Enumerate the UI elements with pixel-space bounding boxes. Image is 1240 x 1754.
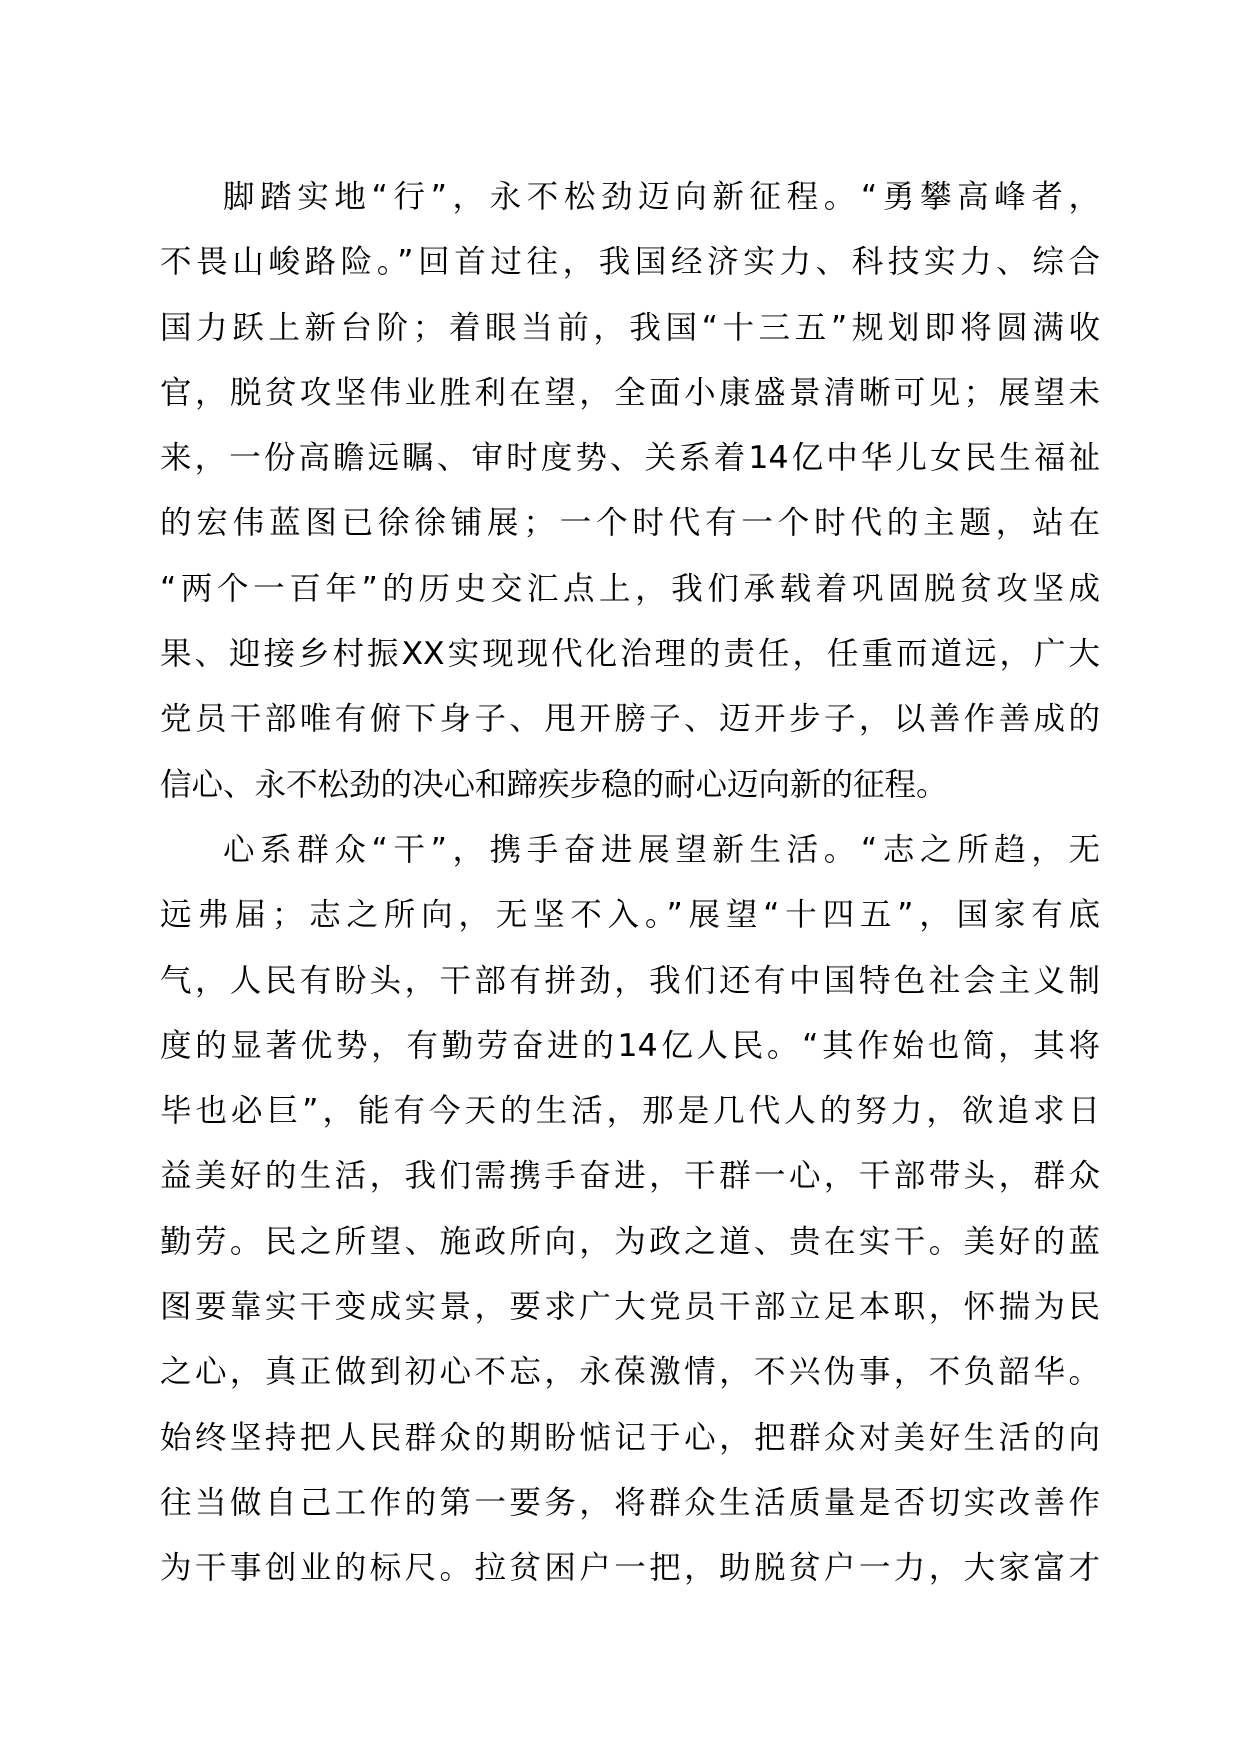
- body-text: [160, 165, 1100, 1602]
- text-line: 毕也必巨”，能有今天的生活，那是几代人的努力，欲追求日: [160, 1093, 1100, 1130]
- text-line: 信心、永不松劲的决心和蹄疾步稳的耐心迈向新的征程。: [160, 766, 948, 803]
- text-line: 气，人民有盼头，干部有拼劲，我们还有中国特色社会主义制: [160, 962, 1100, 999]
- text-line: 勤劳。民之所望、施政所向，为政之道、贵在实干。美好的蓝: [160, 1223, 1100, 1260]
- text-line: 图要靠实干变成实景，要求广大党员干部立足本职，怀揣为民: [160, 1289, 1100, 1326]
- paragraph-2: [160, 818, 1100, 1602]
- text-line: 果、迎接乡村振XX实现现代化治理的责任，任重而道远，广大: [160, 636, 1100, 673]
- text-line: 不畏山峻路险。”回首过往，我国经济实力、科技实力、综合: [160, 244, 1100, 281]
- text-line: 益美好的生活，我们需携手奋进，干群一心，干部带头，群众: [160, 1158, 1100, 1195]
- text-line: 为干事创业的标尺。拉贫困户一把，助脱贫户一力，大家富才: [160, 1550, 1100, 1587]
- text-line: 远弗届；志之所向，无坚不入。”展望“十四五”，国家有底: [160, 897, 1100, 934]
- text-line: 党员干部唯有俯下身子、甩开膀子、迈开步子，以善作善成的: [160, 701, 1100, 738]
- text-line: 心系群众“干”，携手奋进展望新生活。“志之所趋，无: [223, 831, 1100, 868]
- text-line: 脚踏实地“行”，永不松劲迈向新征程。“勇攀高峰者，: [223, 179, 1100, 215]
- text-line: 国力跃上新台阶；着眼当前，我国“十三五”规划即将圆满收: [160, 309, 1100, 346]
- text-line: 来，一份高瞻远瞩、审时度势、关系着14亿中华儿女民生福祉: [160, 440, 1100, 477]
- text-line: 之心，真正做到初心不忘，永葆激情，不兴伪事，不负韶华。: [160, 1354, 1100, 1391]
- text-line: 官，脱贫攻坚伟业胜利在望，全面小康盛景清晰可见；展望未: [160, 374, 1100, 411]
- text-line: 度的显著优势，有勤劳奋进的14亿人民。“其作始也简，其将: [160, 1027, 1100, 1064]
- text-line: 的宏伟蓝图已徐徐铺展；一个时代有一个时代的主题，站在: [160, 505, 1100, 542]
- text-line: “两个一百年”的历史交汇点上，我们承载着巩固脱贫攻坚成: [160, 570, 1100, 607]
- text-line: 始终坚持把人民群众的期盼惦记于心，把群众对美好生活的向: [160, 1419, 1100, 1456]
- text-line: 往当做自己工作的第一要务，将群众生活质量是否切实改善作: [160, 1484, 1100, 1521]
- paragraph-1: [160, 165, 1100, 818]
